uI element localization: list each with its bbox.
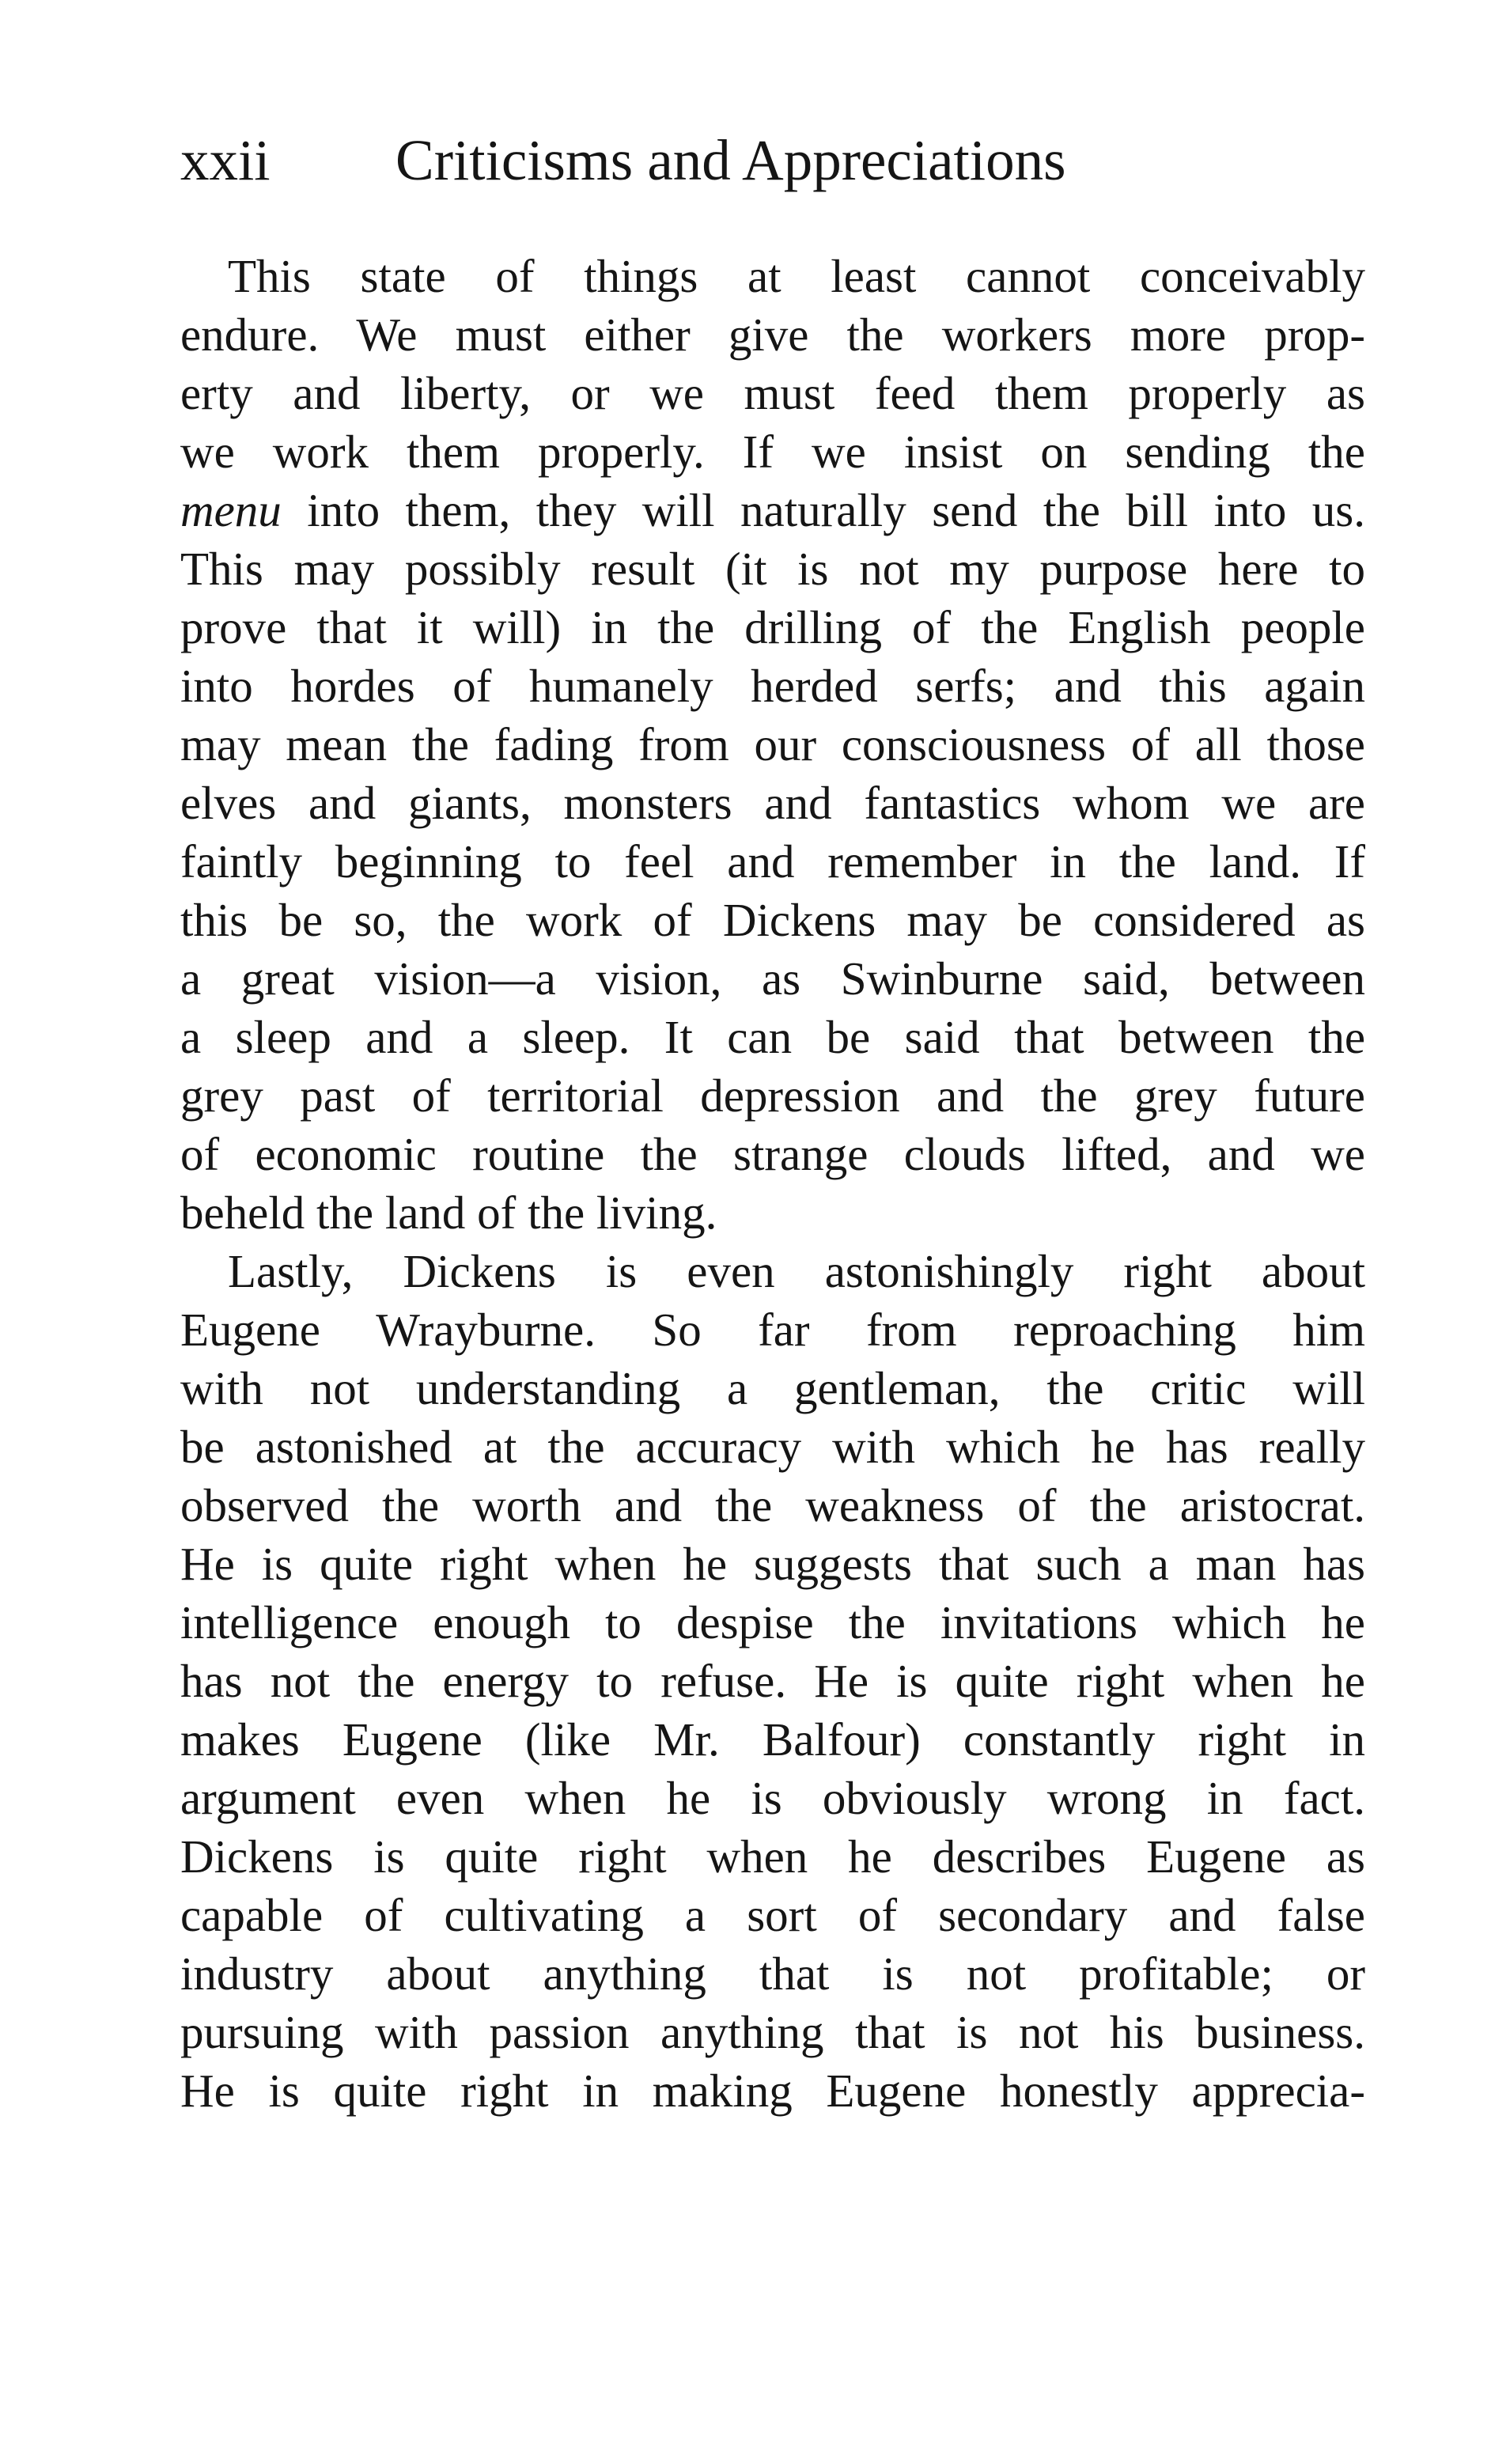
paragraph-last-line: beheld the land of the living. <box>180 1187 717 1239</box>
text-line: we work them properly. If we insist on sending the <box>180 426 1365 478</box>
text-line: with not understanding a gentleman, the critic will <box>180 1362 1365 1414</box>
text-line: observed the worth and the weakness of the aristocrat. <box>180 1479 1365 1531</box>
text-line: This may possibly result (it is not my purpose here to <box>180 543 1365 595</box>
italic-word: menu <box>180 484 282 536</box>
text-line: makes Eugene (like Mr. Balfour) constantly right in <box>180 1713 1365 1766</box>
text-line: Eugene Wrayburne. So far from reproaching him <box>180 1304 1365 1356</box>
text-line: grey past of territorial depression and the grey future <box>180 1069 1365 1122</box>
text-line: Dickens is quite right when he describes Eugene as <box>180 1830 1365 1883</box>
page-header <box>180 125 1367 196</box>
text-line: This state of things at least cannot conceivably <box>228 250 1365 302</box>
running-title: Criticisms and Appreciations <box>395 128 1066 192</box>
text-line-with-italic <box>180 481 1365 539</box>
text-line: be astonished at the accuracy with which he has really <box>180 1421 1365 1473</box>
text-line: intelligence enough to despise the invitations which he <box>180 1596 1365 1648</box>
text-line: He is quite right in making Eugene honestly apprecia- <box>180 2065 1365 2117</box>
text-line: erty and liberty, or we must feed them properly as <box>180 367 1365 419</box>
text-line: endure. We must either give the workers more prop- <box>180 308 1365 361</box>
text-line: a sleep and a sleep. It can be said that between the <box>180 1011 1365 1063</box>
text-line: faintly beginning to feel and remember in the land. If <box>180 835 1365 888</box>
text-line: this be so, the work of Dickens may be considered as <box>180 894 1365 946</box>
text-line: argument even when he is obviously wrong in fact. <box>180 1772 1365 1824</box>
text-line: may mean the fading from our consciousness of all those <box>180 718 1365 770</box>
text-line: industry about anything that is not profitable; or <box>180 1947 1365 2000</box>
text-line: of economic routine the strange clouds lifted, and we <box>180 1128 1365 1180</box>
page-number: xxii <box>180 128 271 192</box>
paragraph-first-line: Lastly, Dickens is even astonishingly right about <box>228 1245 1365 1297</box>
text-line: capable of cultivating a sort of secondary and false <box>180 1889 1365 1941</box>
body-text <box>180 247 1365 2120</box>
text-line: has not the energy to refuse. He is quite right when he <box>180 1655 1365 1707</box>
text-line: pursuing with passion anything that is not his business. <box>180 2006 1365 2058</box>
text-line-rest: into them, they will naturally send the bill into us. <box>307 484 1365 536</box>
text-line: elves and giants, monsters and fantastics whom we are <box>180 777 1365 829</box>
text-line: He is quite right when he suggests that such a man has <box>180 1538 1365 1590</box>
text-line: a great vision—a vision, as Swinburne said, between <box>180 952 1365 1005</box>
text-line: prove that it will) in the drilling of the English people <box>180 601 1365 653</box>
text-line: into hordes of humanely herded serfs; and this again <box>180 660 1365 712</box>
